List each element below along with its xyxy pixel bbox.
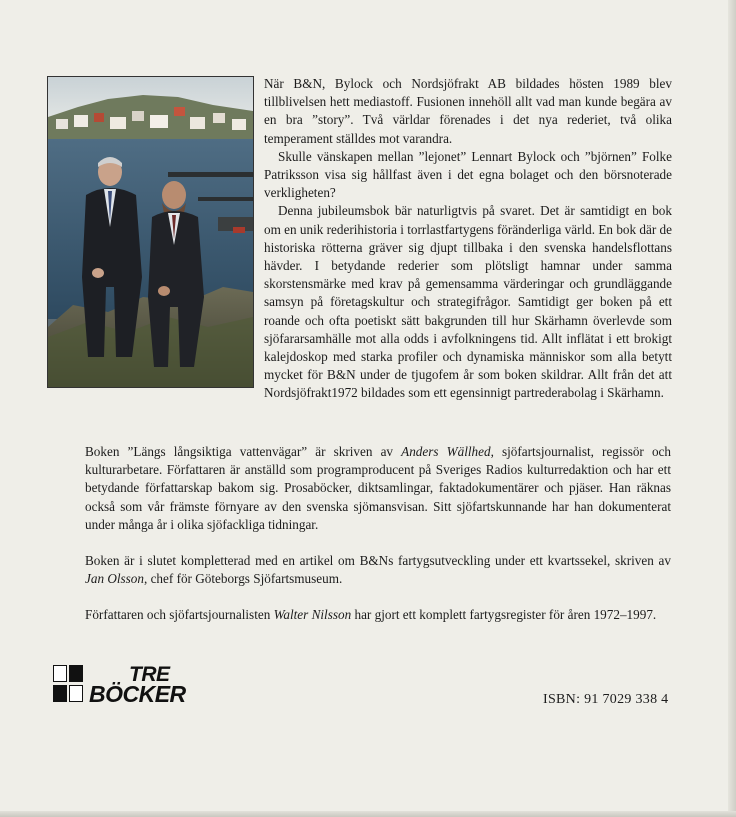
about-author-text [85, 443, 671, 643]
about-paragraph-3: Författaren och sjöfartsjournalisten Walter Nilsson har gjort ett komplett fartygsregister för åren 1972–1997. [85, 607, 657, 623]
isbn-number: ISBN: 91 7029 338 4 [543, 692, 669, 707]
intro-paragraph: Denna jubileumsbok bär naturligtvis på svaret. Det är samtidigt en bok om en unik rederihistoria i torrlastfartygens föränderliga värld. En bok där de historiska rötterna gräver sig djupt tillbaka i den svenska handelsflottans hävder. I betydande rederier som plötsligt hamnar under samma skorstensmärke med krav på gemensamma värderingar och grundläggande samsyn på företagskultur och strategifrågor. Samtidigt ger boken på ett roande och ofta poetiskt sätt bakgrunden till hur Skärhamn överlevde som sjöfararsamhälle mot alla odds i avfolkningens tid. Allt inflätat i ett brokigt kalejdoskop med starka profiler och dynamiska människor som alla betytt mycket för B&N under de tjugofem år som boken skildrar. Allt från det att Nordsjöfrakt1972 bildades som ett egensinnigt partrederabolag i Skärhamn. [264, 203, 672, 401]
cover-edge-bottom [0, 811, 736, 817]
harbour-photo-illustration [48, 77, 253, 387]
intro-text [264, 75, 672, 403]
cover-photo [47, 76, 254, 388]
contributor-name: Jan Olsson [85, 571, 144, 587]
logo-boxes-icon [53, 665, 85, 705]
intro-paragraph: Skulle vänskapen mellan ”lejonet” Lennart Bylock och ”björnen” Folke Patriksson visa sig hållfast även i det egna bolaget och den börsnoterade verkligheten? [264, 148, 672, 201]
intro-paragraph: När B&N, Bylock och Nordsjöfrakt AB bildades hösten 1989 blev tillblivelsen hett mediastoff. Fusionen innehöll allt vad man kunde begära av en bra ”story”. Två världar förenades i det nya rederiet, två olika temperament ställdes mot varandra. [264, 76, 672, 146]
cover-edge-right [728, 0, 736, 817]
register-author-name: Walter Nilsson [273, 607, 352, 623]
logo-word-tre: TRE [129, 663, 170, 686]
logo-word-bocker: BÖCKER [89, 681, 186, 707]
author-name: Anders Wällhed [401, 444, 491, 459]
about-paragraph-2: Boken är i slutet kompletterad med en artikel om B&Ns fartygsutveckling under ett kvartssekel, skriven av Jan Olsson, chef för Göteborgs Sjöfartsmuseum. [85, 553, 671, 587]
about-paragraph-1: Boken ”Längs långsiktiga vattenvägar” är skriven av Anders Wällhed, sjöfartsjournalist, regissör och kulturarbetare. Författaren är anställd som programproducent på Sveriges Radios kulturredaktion och har ett betydande författarskap bakom sig. Prosaböcker, diktsamlingar, faktadokumentärer och pjäser. Han räknas också som vår främste förnyare av den svenska sjömansvisan. Sitt sjöfartskunnande har han dokumenterat under många år i olika sjöfackliga tidningar. [85, 444, 671, 532]
publisher-logo [53, 663, 186, 707]
